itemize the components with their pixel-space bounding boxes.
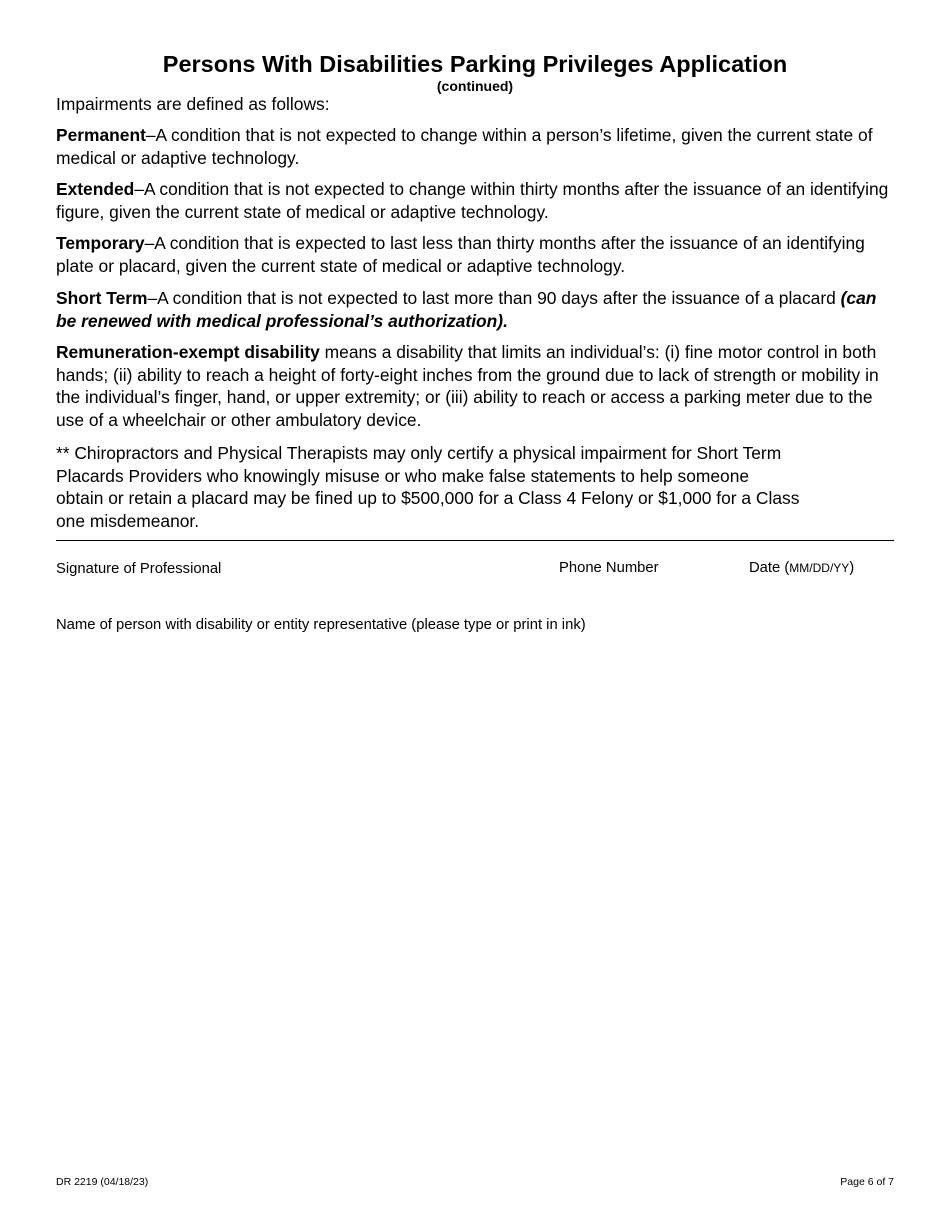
definition-text: –A condition that is not expected to last more than 90 days after the issuance of a placard (147, 288, 841, 308)
notice-line: Placards Providers who knowingly misuse or who make false statements to help someone (56, 465, 750, 486)
definition-term: Temporary (56, 233, 145, 253)
definition-extended (56, 178, 892, 223)
definition-temporary (56, 232, 892, 277)
date-label (749, 559, 854, 577)
definition-note: (can be renewed with medical professional’s authorization). (56, 288, 877, 331)
definition-text: means a disability that limits an individual’s: (i) fine motor control in both hands; (ii) ability to reach a height of forty-eight inches from the ground due to lack of strength or mobility in the individual’s finger, hand, or upper extremity; or (iii) ability to reach or access a parking meter due to the use of a wheelchair or other ambulatory device. (56, 342, 879, 430)
definition-text: –A condition that is not expected to change within thirty months after the issuance of an identifying figure, given the current state of medical or adaptive technology. (56, 179, 889, 222)
notice-line: one misdemeanor. (56, 510, 200, 531)
date-label-text: Date ( (749, 560, 790, 576)
page-subtitle: (continued) (436, 78, 514, 94)
date-format: MM/DD/YY (789, 561, 850, 575)
page-title: Persons With Disabilities Parking Privileges Application (162, 51, 788, 77)
definition-text: –A condition that is not expected to change within a person’s lifetime, given the current state of medical or adaptive technology. (56, 125, 873, 168)
definition-text: –A condition that is expected to last less than thirty months after the issuance of an identifying plate or placard, given the current state of medical or adaptive technology. (56, 233, 865, 276)
signature-line (56, 540, 894, 541)
date-label-close: ) (849, 560, 855, 576)
definition-term: Remuneration-exempt disability (56, 342, 320, 362)
signature-label: Signature of Professional (56, 561, 222, 577)
definition-term: Extended (56, 179, 135, 199)
definition-remuneration-exempt (56, 341, 896, 431)
definition-short-term (56, 287, 892, 332)
phone-label: Phone Number (559, 560, 659, 576)
notice-line: ** Chiropractors and Physical Therapists may only certify a physical impairment for Short Term (56, 443, 782, 463)
penalty-notice (56, 442, 906, 532)
definition-term: Short Term (56, 288, 148, 308)
name-label: Name of person with disability or entity representative (please type or print in ink) (56, 617, 586, 633)
intro-text: Impairments are defined as follows: (56, 94, 330, 114)
notice-line: obtain or retain a placard may be fined up to $500,000 for a Class 4 Felony or $1,000 for a Class (56, 488, 800, 508)
definition-term: Permanent (56, 125, 146, 145)
form-id: DR 2219 (04/18/23) (56, 1176, 149, 1188)
definition-permanent (56, 124, 892, 169)
page-number: Page 6 of 7 (840, 1176, 894, 1188)
